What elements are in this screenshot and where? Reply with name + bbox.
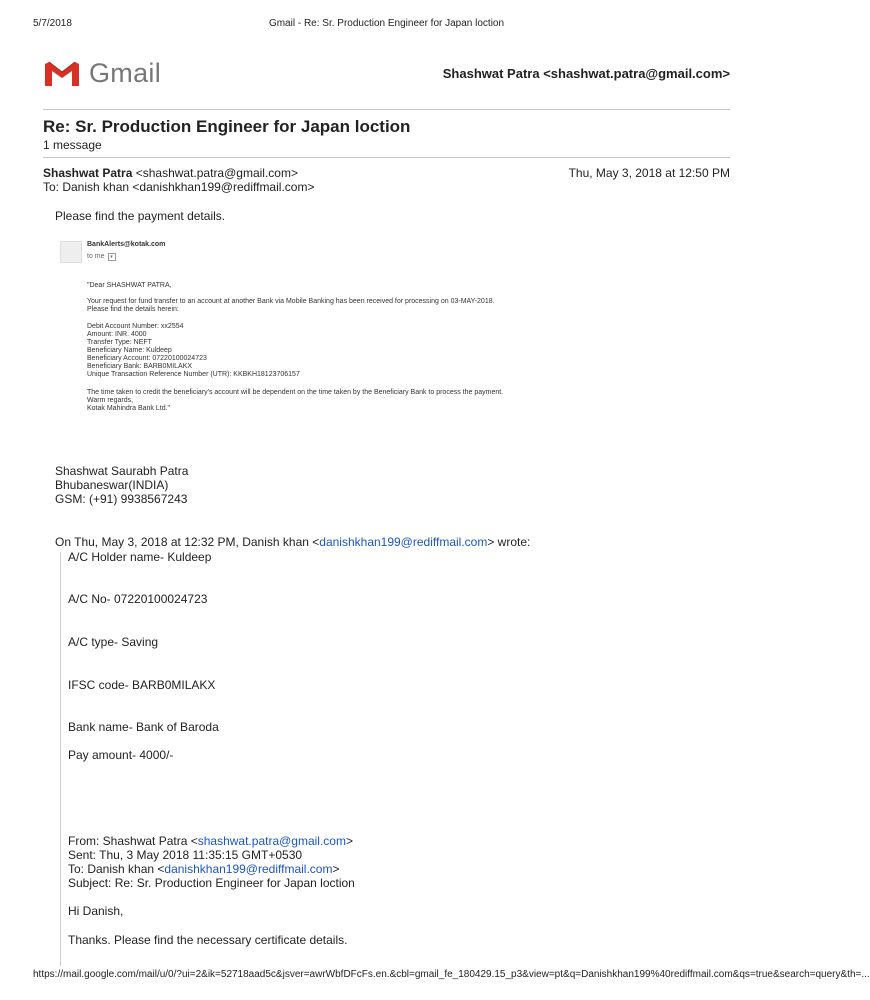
gmail-envelope-icon xyxy=(43,60,81,88)
embedded-line: Unique Transaction Reference Number (UTR): KKBKH18123706157 xyxy=(87,371,300,378)
quoted-account-number: A/C No- 07220100024723 xyxy=(68,592,208,606)
gmail-logo[interactable] xyxy=(43,58,161,89)
signature-phone: GSM: (+91) 9938567243 xyxy=(55,492,188,506)
embedded-line: Amount: INR. 4000 xyxy=(87,331,147,338)
thread-subject: Re: Sr. Production Engineer for Japan loction xyxy=(43,117,411,136)
quoted-from: From: Shashwat Patra <shashwat.patra@gmail.com> xyxy=(68,834,353,848)
signature-location: Bhubaneswar(INDIA) xyxy=(55,478,169,492)
quoted-thanks: Thanks. Please find the necessary certificate details. xyxy=(68,933,348,947)
quoted-pay-amount: Pay amount- 4000/- xyxy=(68,748,174,762)
embedded-line: Debit Account Number: xx2554 xyxy=(87,323,184,330)
quoted-greeting: Hi Danish, xyxy=(68,904,124,918)
embedded-line: Transfer Type: NEFT xyxy=(87,339,152,346)
account-label: Shashwat Patra <shashwat.patra@gmail.com> xyxy=(442,66,730,81)
message-to: To: Danish khan <danishkhan199@rediffmail.com> xyxy=(43,180,315,194)
embedded-recipient: to me ▾ xyxy=(87,253,116,261)
embedded-line: "Dear SHASHWAT PATRA, xyxy=(87,282,172,289)
embedded-line: Beneficiary Bank: BARB0MILAKX xyxy=(87,363,193,370)
embedded-sender: BankAlerts@kotak.com xyxy=(87,241,166,248)
embedded-line: Beneficiary Name: Kuldeep xyxy=(87,347,172,354)
sender-avatar-icon xyxy=(60,241,82,263)
quoted-from-email-link[interactable]: shashwat.patra@gmail.com xyxy=(197,834,346,848)
dropdown-arrow-icon: ▾ xyxy=(108,253,116,261)
quoted-to: To: Danish khan <danishkhan199@rediffmail.com> xyxy=(68,862,340,876)
gmail-wordmark: Gmail xyxy=(89,58,162,88)
embedded-line: Please find the details herein: xyxy=(87,306,179,313)
from-name: Shashwat Patra xyxy=(43,166,133,180)
header-divider xyxy=(43,109,730,110)
quoted-ifsc: IFSC code- BARB0MILAKX xyxy=(68,678,216,692)
message-intro: Please find the payment details. xyxy=(55,209,226,223)
subject-divider xyxy=(43,157,730,158)
embedded-line: Kotak Mahindra Bank Ltd." xyxy=(87,405,171,412)
quote-sender-email-link[interactable]: danishkhan199@rediffmail.com xyxy=(319,535,488,549)
embedded-line: Warm regards, xyxy=(87,397,134,404)
quote-header: On Thu, May 3, 2018 at 12:32 PM, Danish khan <danishkhan199@rediffmail.com> wrote: xyxy=(55,535,531,549)
quoted-subject: Subject: Re: Sr. Production Engineer for Japan loction xyxy=(68,876,355,890)
quoted-account-type: A/C type- Saving xyxy=(68,635,159,649)
quoted-holder: A/C Holder name- Kuldeep xyxy=(68,550,212,564)
message-date: Thu, May 3, 2018 at 12:50 PM xyxy=(568,166,730,180)
embedded-line: Beneficiary Account: 07220100024723 xyxy=(87,355,207,362)
quoted-to-email-link[interactable]: danishkhan199@rediffmail.com xyxy=(164,862,333,876)
message-count: 1 message xyxy=(43,138,102,152)
quote-bar xyxy=(60,552,61,966)
message-from xyxy=(43,166,298,180)
from-email: <shashwat.patra@gmail.com> xyxy=(135,166,298,180)
print-date: 5/7/2018 xyxy=(33,18,72,29)
embedded-line: The time taken to credit the beneficiary's account will be dependent on the time taken by the Beneficiary Bank to process the payment. xyxy=(87,389,504,396)
quoted-bank-name: Bank name- Bank of Baroda xyxy=(68,720,219,734)
embedded-bank-alert-image xyxy=(60,237,560,437)
print-title: Gmail - Re: Sr. Production Engineer for Japan loction xyxy=(268,18,505,29)
print-footer-url: https://mail.google.com/mail/u/0/?ui=2&ik=52718aad5c&jsver=awrWbfDFcFs.en.&cbl=gmail_fe_180429.15_p3&view=pt&q=Danishkhan199%40rediffmail.com&qs=true&search=query&th=... xyxy=(33,969,870,980)
quoted-sent: Sent: Thu, 3 May 2018 11:35:15 GMT+0530 xyxy=(68,848,303,862)
signature-name: Shashwat Saurabh Patra xyxy=(55,464,189,478)
embedded-line: Your request for fund transfer to an account at another Bank via Mobile Banking has been received for processing on 03-MAY-2018. xyxy=(87,298,495,305)
